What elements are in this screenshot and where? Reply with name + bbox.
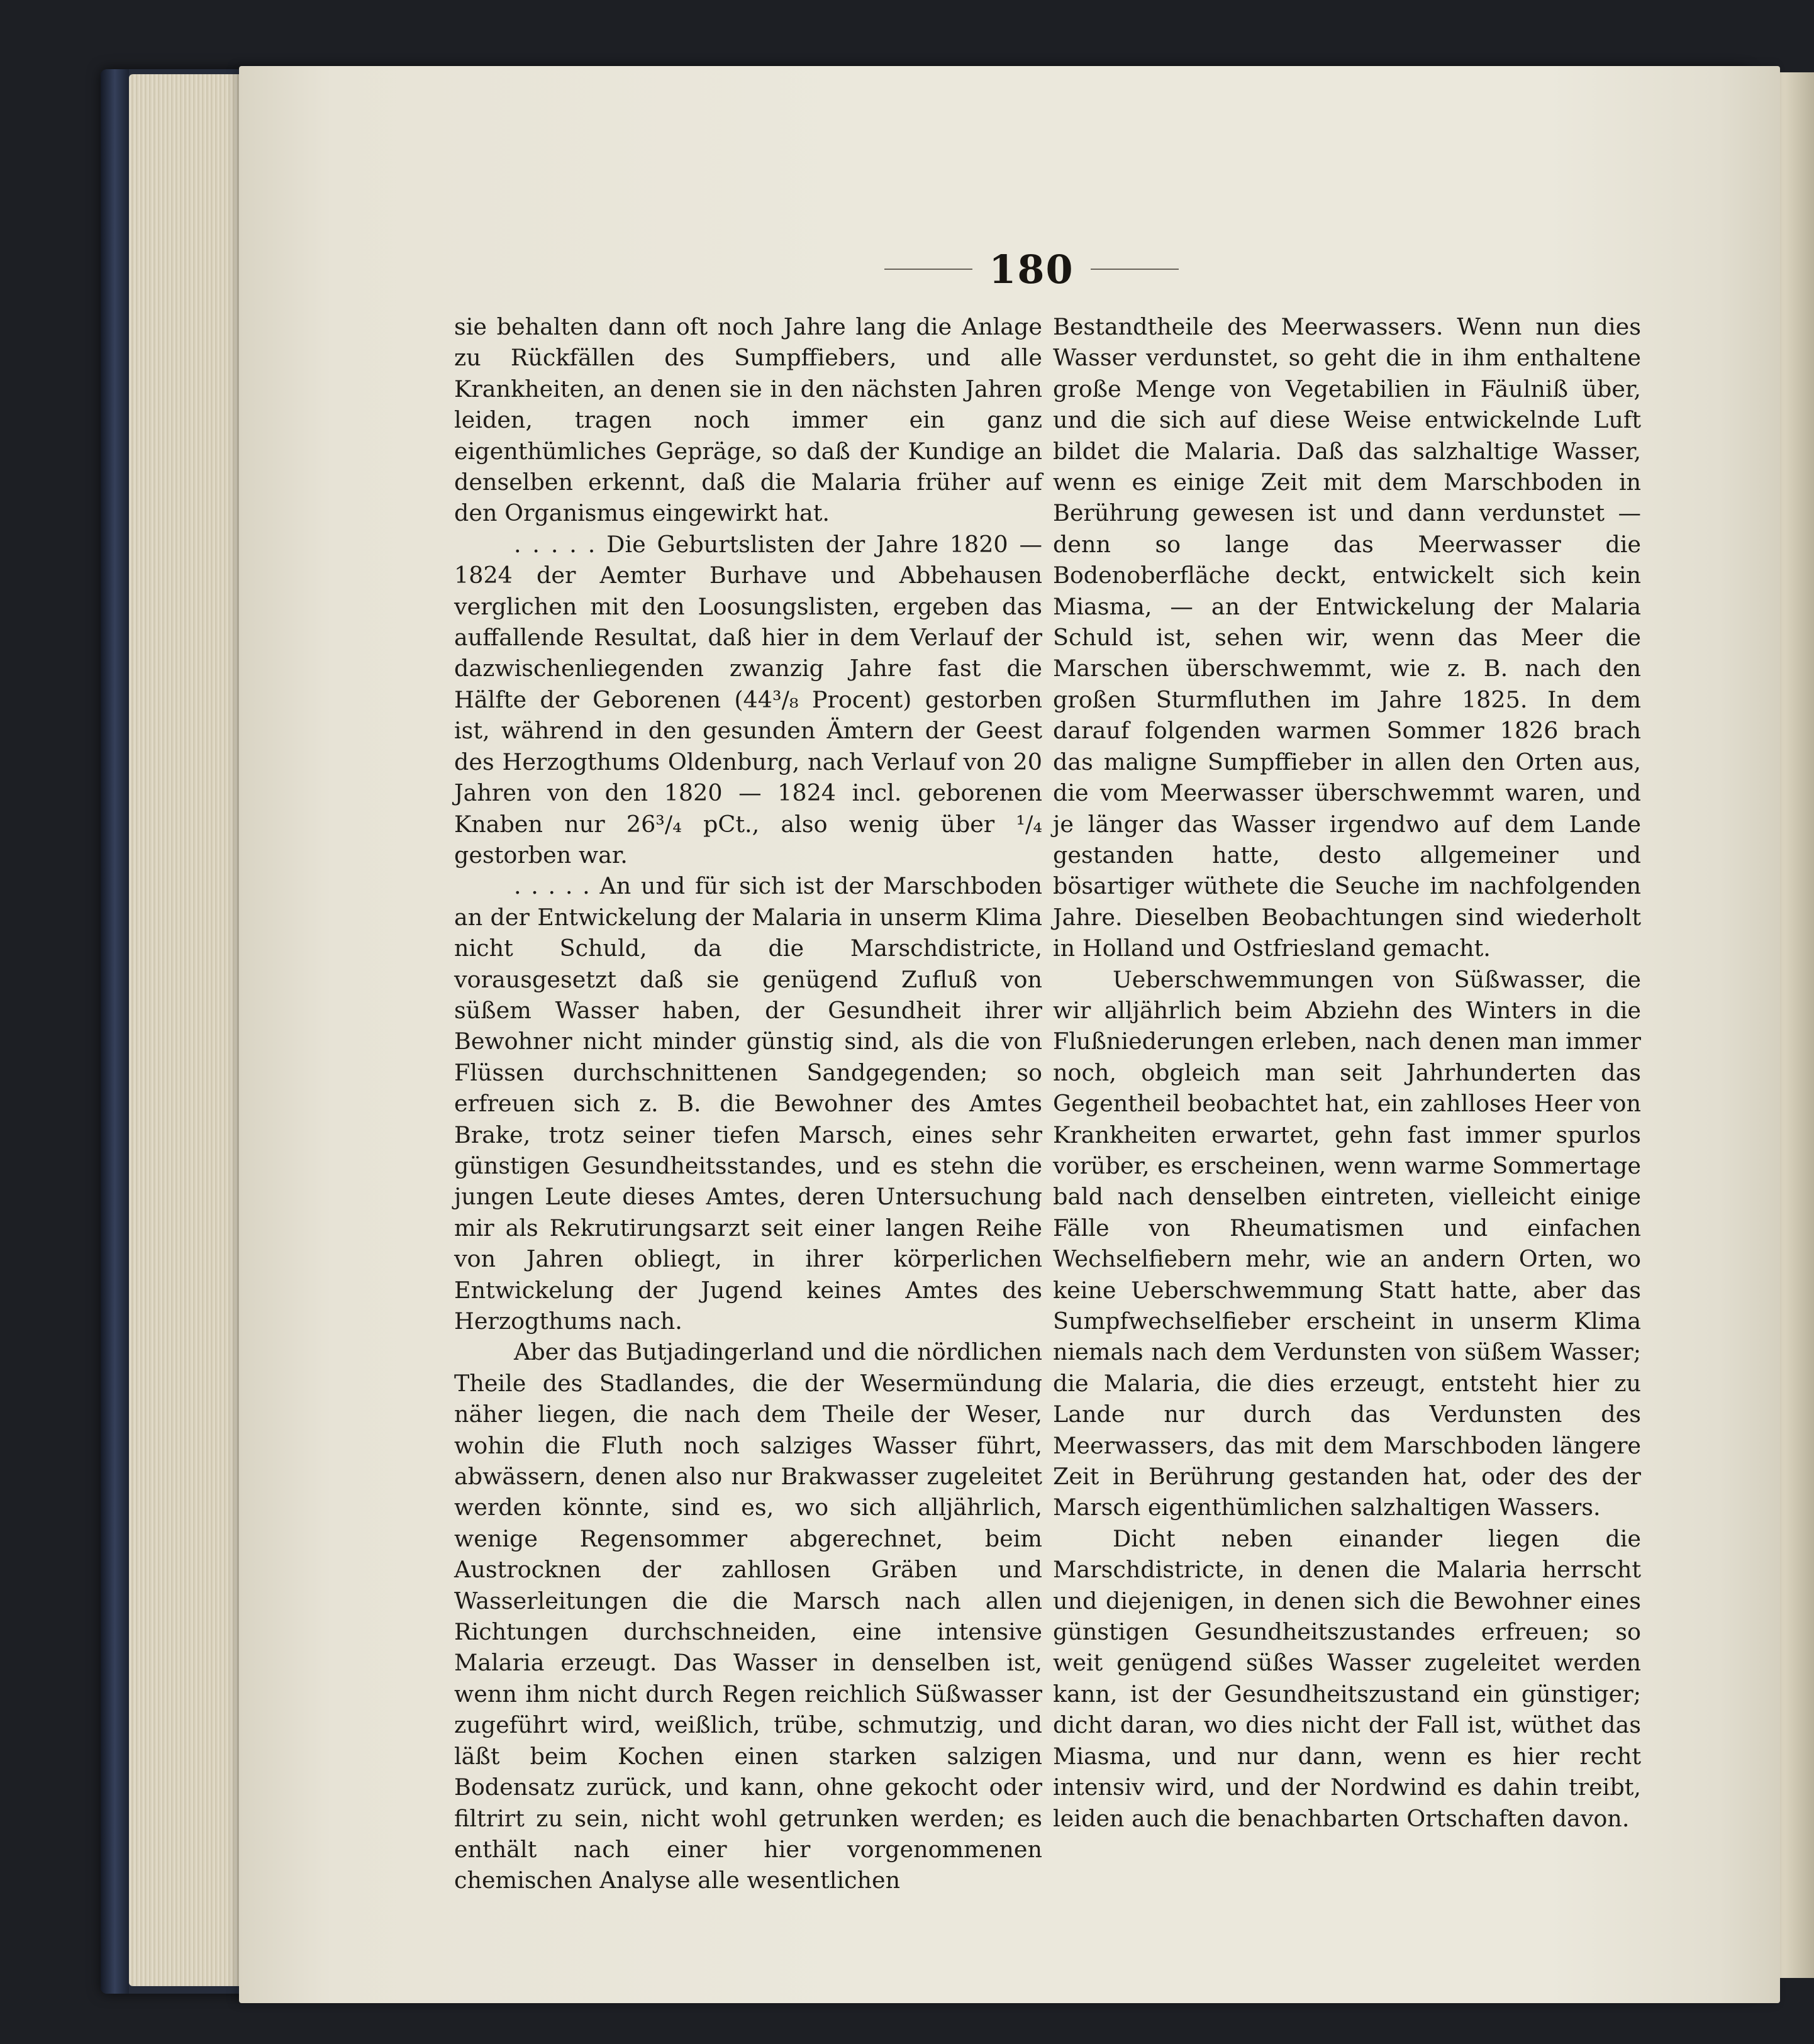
paragraph: . . . . . Die Geburtslisten der Jahre 1820 — 1824 der Aemter Burhave und Abbehausen verglichen mit den Loosungslisten, ergeben das auffallende Resultat, daß hier in dem Verlauf der dazwischenliegenden zwanzig Jahre fast die Hälfte der Geborenen (44³/₈ Procent) gestorben ist, während in den gesunden Ämtern der Geest des Herzogthums Oldenburg, nach Verlauf von 20 Jahren von den 1820 — 1824 incl. geborenen Knaben nur 26³/₄ pCt., also wenig über ¹/₄ gestorben war. — [454, 530, 1042, 869]
paragraph: Aber das Butjadingerland und die nördlichen Theile des Stadlandes, die der Wesermündung näher liegen, die nach dem Theile der Weser, wohin die Fluth noch salziges Wasser führt, abwässern, denen also nur Brakwasser zugeleitet werden könnte, sind es, wo sich alljährlich, wenige Regensommer abgerechnet, beim Austrocknen der zahllosen Gräben und Wasserleitungen die die Marsch nach allen Richtungen durchschneiden, eine intensive Malaria erzeugt. Das Wasser in denselben ist, wenn ihm nicht durch Regen reichlich Süßwasser zugeführt wird, weißlich, trübe, schmutzig, und läßt beim Kochen einen starken salzigen Bodensatz zurück, und kann, ohne gekocht oder filtrirt zu sein, nicht wohl getrunken werden; es enthält nach einer hier vorgenommenen chemischen Analyse alle wesentlichen — [454, 1338, 1042, 1894]
page-number: 180 — [989, 246, 1074, 292]
page-header — [868, 244, 1195, 294]
header-rule-right — [1091, 269, 1179, 270]
paragraph: Ueberschwemmungen von Süßwasser, die wir alljährlich beim Abziehn des Winters in die Flußniederungen erleben, nach denen man immer noch, obgleich man seit Jahrhunderten das Gegentheil beobachtet hat, ein zahlloses Heer von Krankheiten erwartet, gehn fast immer spurlos vorüber, es erscheinen, wenn warme Sommertage bald nach denselben eintreten, vielleicht einige Fälle von Rheumatismen und einfachen Wechselfiebern mehr, wie an andern Orten, wo keine Ueberschwemmung Statt hatte, aber das Sumpfwechselfieber erscheint in unserm Klima niemals nach dem Verdunsten von süßem Wasser; die Malaria, die dies erzeugt, entsteht hier zu Lande nur durch das Verdunsten des Meerwassers, das mit dem Marschboden längere Zeit in Berührung gestanden hat, oder des der Marsch eigenthümlichen salzhaltigen Wassers. — [1053, 965, 1641, 1521]
paragraph: sie behalten dann oft noch Jahre lang die Anlage zu Rückfällen des Sumpffiebers, und alle Krankheiten, an denen sie in den nächsten Jahren leiden, tragen noch immer ein ganz eigenthümliches Gepräge, so daß der Kundige an denselben erkennt, daß die Malaria früher auf den Organismus eingewirkt hat. — [454, 313, 1042, 527]
book-spine — [101, 69, 129, 1994]
right-column — [1053, 311, 1641, 1834]
left-column — [454, 311, 1042, 1896]
paragraph: . . . . . An und für sich ist der Marschboden an der Entwickelung der Malaria in unserm Klima nicht Schuld, da die Marschdistricte, vorausgesetzt daß sie genügend Zufluß von süßem Wasser haben, der Gesundheit ihrer Bewohner nicht minder günstig sind, als die von Flüssen durchschnittenen Sandgegenden; so erfreuen sich z. B. die Bewohner des Amtes Brake, trotz seiner tiefen Marsch, eines sehr günstigen Gesundheitsstandes, und es stehn die jungen Leute dieses Amtes, deren Untersuchung mir als Rekrutirungsarzt seit einer langen Reihe von Jahren obliegt, in ihrer körperlichen Entwickelung der Jugend keines Amtes des Herzogthums nach. — [454, 872, 1042, 1335]
paragraph: Bestandtheile des Meerwassers. Wenn nun dies Wasser verdunstet, so geht die in ihm enthaltene große Menge von Vegetabilien in Fäulniß über, und die sich auf diese Weise entwickelnde Luft bildet die Malaria. Daß das salzhaltige Wasser, wenn es einige Zeit mit dem Marschboden in Berührung gewesen ist und dann verdunstet — denn so lange das Meerwasser die Bodenoberfläche deckt, entwickelt sich kein Miasma, — an der Entwickelung der Malaria Schuld ist, sehen wir, wenn das Meer die Marschen überschwemmt, wie z. B. nach den großen Sturmfluthen im Jahre 1825. In dem darauf folgenden warmen Sommer 1826 brach das maligne Sumpffieber in allen den Orten aus, die vom Meerwasser überschwemmt waren, und je länger das Wasser irgendwo auf dem Lande gestanden hatte, desto allgemeiner und bösartiger wüthete die Seuche im nachfolgenden Jahre. Dieselben Beobachtungen sind wiederholt in Holland und Ostfriesland gemacht. — [1053, 313, 1641, 962]
header-rule-left — [884, 269, 972, 270]
paragraph: Dicht neben einander liegen die Marschdistricte, in denen die Malaria herrscht und diejenigen, in denen sich die Bewohner eines günstigen Gesundheitszustandes erfreuen; so weit genügend süßes Wasser zugeleitet werden kann, ist der Gesundheitszustand ein günstiger; dicht daran, wo dies nicht der Fall ist, wüthet das Miasma, und nur dann, wenn es hier recht intensiv wird, und der Nordwind es dahin treibt, leiden auch die benachbarten Ortschaften davon. — [1053, 1525, 1641, 1832]
